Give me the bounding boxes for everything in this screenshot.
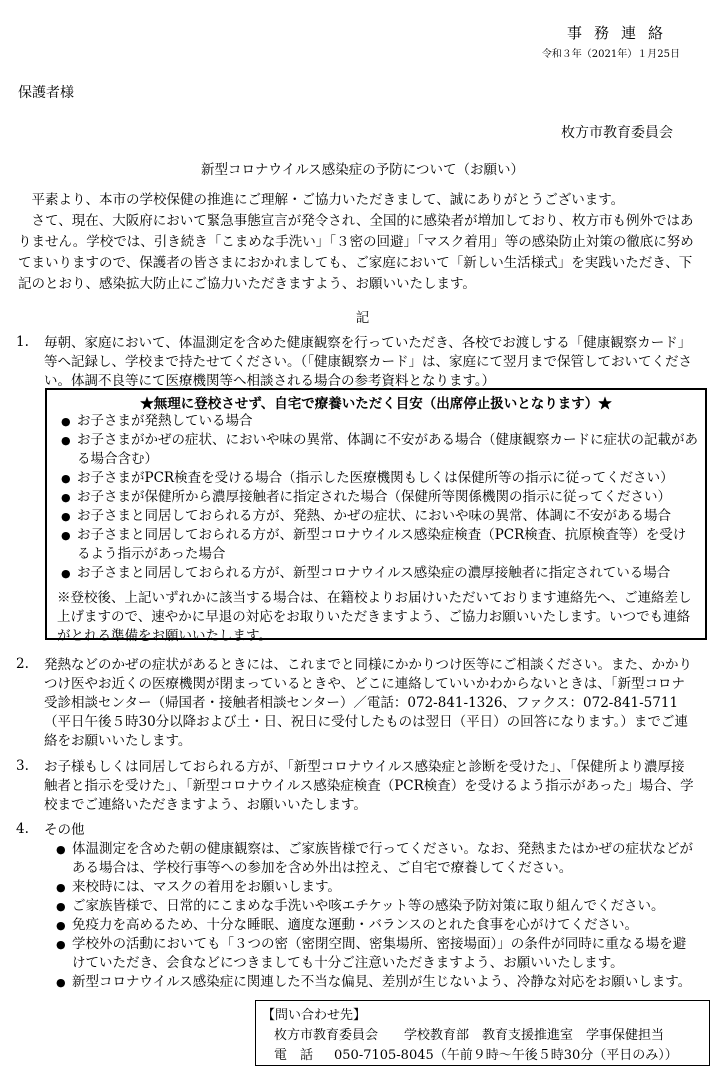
item-text: 発熱などのかぜの症状があるときには、これまでと同様にかかりつけ医等にご相談ください。また、かかりつけ医やお近くの医療機関が閉まっているときや、どこに連絡していいかわからないときは、「新型コロナ受診相談センター（帰国者・接触者相談センター）／電話：072-841-1326、ファクス：072-841-5711（平日午後５時30分以降および土・日、祝日に受付したものは翌日（平日）の回答になります。）までご連絡をお願いいたします。 (44, 657, 692, 749)
box-note: ※登校後、上記いずれかに該当する場合は、在籍校よりお届けいただいております連絡先へ、ご連絡差し上げますので、速やかに早退の対応をお取りいただきますよう、ご協力お願いいたします。いつでも連絡がとれる準備をお願いいたします。 (57, 590, 692, 644)
bullet-icon: ● (56, 881, 66, 894)
bullet-icon: ● (56, 938, 66, 951)
bullet-icon: ● (61, 491, 71, 504)
item-number: 2. (16, 656, 29, 672)
item-text: その他 (44, 822, 85, 838)
list-item: ● 学校外の活動においても「３つの密（密閉空間、密集場所、密接場面）」の条件が同時に重なる場を避けていただき、会食などにつきましても十分ご注意いただきますよう、お願いいたします。 (56, 936, 687, 971)
other-notes-list (48, 840, 696, 992)
list-item: ● お子さまがかぜの症状、においや味の異常、体調に不安がある場合（健康観察カードに症状の記載がある場合含む） (61, 432, 698, 467)
list-item: ● お子さまと同居しておられる方が、発熱、かぜの症状、においや味の異常、体調に不安がある場合 (61, 508, 671, 524)
list-item: ● お子さまと同居しておられる方が、新型コロナウイルス感染症検査（PCR検査、抗原検査等）を受けるよう指示があった場合 (61, 527, 687, 562)
document-type: 事務連絡 (566, 24, 675, 42)
contact-phone-label: 電 話 (274, 1048, 314, 1063)
contact-heading: 【問い合わせ先】 (262, 1008, 367, 1023)
intro-paragraph-1: 平素より、本市の学校保健の推進にご理解・ご協力いただきまして、誠にありがとうございます。 (31, 192, 625, 208)
page-title: 新型コロナウイルス感染症の予防について（お願い） (201, 162, 524, 178)
list-item: ● ご家族皆様で、日常的にこまめな手洗いや咳エチケット等の感染予防対策に取り組んでください。 (56, 898, 665, 914)
bullet-icon: ● (61, 472, 71, 485)
bullet-icon: ● (61, 567, 71, 580)
list-item: ● お子さまがPCR検査を受ける場合（指示した医療機関もしくは保健所等の指示に従ってください） (61, 470, 674, 486)
bullet-icon: ● (56, 976, 66, 989)
document-date: 令和３年（2021年）１月25日 (541, 49, 680, 60)
item-text: 毎朝、家庭において、体温測定を含めた健康観察を行っていただき、各校でお渡しする「健康観察カード」等へ記録し、学校まで持たせてください。（「健康観察カード」は、家庭にて翌月まで保管しておいてください。体調不良等にて医療機関等へ相談される場合の参考資料となります。） (44, 335, 692, 389)
bullet-icon: ● (56, 900, 66, 913)
list-item: ● お子さまが発熱している場合 (61, 413, 253, 429)
bullet-icon: ● (61, 415, 71, 428)
list-item: ● 新型コロナウイルス感染症に関連した不当な偏見、差別が生じないよう、冷静な対応をお願いします。 (56, 974, 692, 990)
contact-box (255, 1000, 710, 1066)
addressee: 保護者様 (18, 85, 74, 101)
stay-home-criteria-box (45, 388, 707, 644)
item-number: 4. (16, 821, 29, 837)
box-title: ★無理に登校させず、自宅で療養いただく目安（出席停止扱いとなります）★ (140, 396, 612, 412)
list-item: ● お子さまが保健所から濃厚接触者に指定された場合（保健所等関係機関の指示に従ってください） (61, 489, 671, 505)
criteria-list (53, 412, 699, 583)
list-item: ● 来校時には、マスクの着用をお願いします。 (56, 879, 341, 895)
item-text: お子様もしくは同居しておられる方が、「新型コロナウイルス感染症と診断を受けた」、「保健所より濃厚接触者と指示を受けた」、「新型コロナウイルス感染症検査（PCR検査）を受けるよう指示があった」場合、学校までご連絡いただきますよう、お願いいたします。 (44, 759, 694, 813)
bullet-icon: ● (56, 919, 66, 932)
list-item: ● 体温測定を含めた朝の健康観察は、ご家族皆様で行ってください。なお、発熱またはかぜの症状などがある場合は、学校行事等への参加を含め外出は控え、ご自宅で療養してください。 (56, 841, 693, 876)
list-item: ● お子さまと同居しておられる方が、新型コロナウイルス感染症の濃厚接触者に指定されている場合 (61, 565, 671, 581)
list-item: ● 免疫力を高めるため、十分な睡眠、適度な運動・バランスのとれた食事を心がけてください。 (56, 917, 639, 933)
bullet-icon: ● (56, 843, 66, 856)
bullet-icon: ● (61, 434, 71, 447)
intro-paragraph-2: さて、現在、大阪府において緊急事態宣言が発令され、全国的に感染者が増加しており、枚方市も例外ではありません。学校では、引き続き「こまめな手洗い」「３密の回避」「マスク着用」等の感染防止対策の徹底に努めてまいりますので、保護者の皆さまにおかれましても、ご家庭において「新しい生活様式」を実践いただき、下記のとおり、感染拡大防止にご協力いただきますよう、お願いいたします。 (18, 213, 694, 292)
contact-phone: 050-7105-8045（午前９時～午後５時30分（平日のみ）） (334, 1048, 678, 1063)
item-number: 3. (16, 758, 29, 774)
ki-heading: 記 (355, 310, 370, 326)
bullet-icon: ● (61, 510, 71, 523)
sender: 枚方市教育委員会 (561, 125, 673, 141)
bullet-icon: ● (61, 529, 71, 542)
item-number: 1. (16, 334, 29, 350)
contact-organization: 枚方市教育委員会 学校教育部 教育支援推進室 学事保健担当 (274, 1028, 665, 1043)
